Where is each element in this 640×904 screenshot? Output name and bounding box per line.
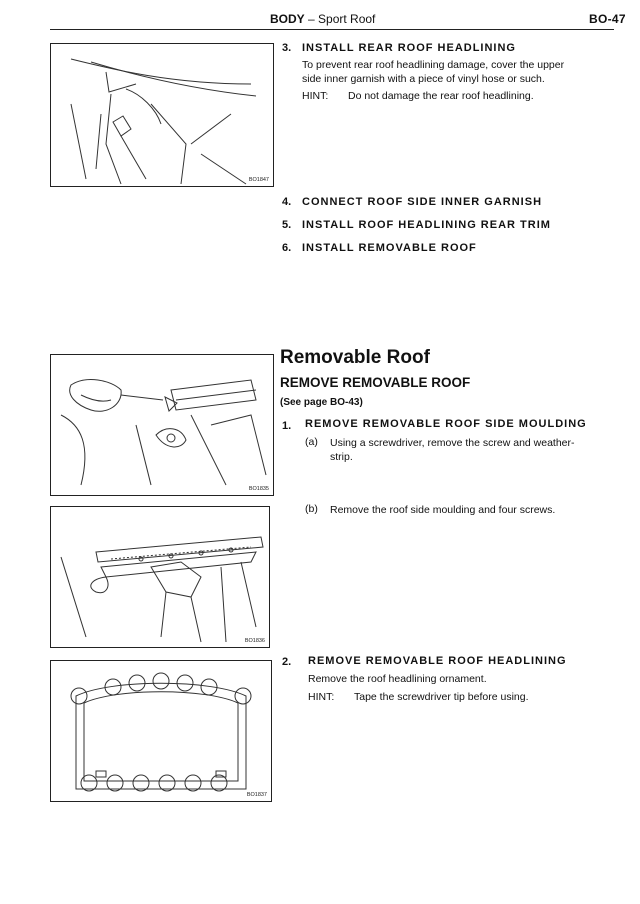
step-number: 1. [282,420,292,432]
substep-text [330,436,615,464]
rear-roof-headlining-illustration-icon [51,44,273,186]
figure-rear-roof-headlining [50,43,274,187]
figure-code: BO1836 [244,638,265,644]
step-title: REMOVE REMOVABLE ROOF HEADLINING [308,655,567,667]
hint [302,89,612,103]
figure-code: BO1847 [248,177,269,183]
text-line: Remove the roof side moulding and four screws. [330,504,556,516]
substep-label: (a) [305,436,318,448]
page-reference: (See page BO-43) [280,397,363,408]
step-title: INSTALL REMOVABLE ROOF [302,242,477,254]
figure-code: BO1837 [246,792,267,798]
figure-roof-side-moulding [50,506,270,648]
step-title: CONNECT ROOF SIDE INNER GARNISH [302,196,543,208]
step-number: 4. [282,196,292,208]
step-number: 6. [282,242,292,254]
step-number: 5. [282,219,292,231]
hint [308,690,608,704]
figure-code: BO1835 [248,486,269,492]
header-subsection: – Sport Roof [304,12,376,26]
substep-text [330,503,615,517]
step-title: INSTALL ROOF HEADLINING REAR TRIM [302,219,551,231]
hint-text: Do not damage the rear roof headlining. [348,90,534,102]
procedure-title: REMOVE REMOVABLE ROOF [280,375,471,390]
figure-roof-headlining-ornament [50,660,272,802]
roof-side-moulding-illustration-icon [51,507,269,647]
hint-label: HINT: [308,691,335,703]
hint-text: Tape the screwdriver tip before using. [354,691,529,703]
figure-screwdriver-weatherstrip [50,354,274,496]
header-rule [50,29,614,30]
step-description [302,58,612,86]
text-line: strip. [330,451,353,463]
step-title: REMOVE REMOVABLE ROOF SIDE MOULDING [305,418,587,430]
header-title [270,12,375,26]
step-title: INSTALL REAR ROOF HEADLINING [302,42,516,54]
step-number: 3. [282,42,292,54]
substep-label: (b) [305,503,318,515]
section-title: Removable Roof [280,347,430,368]
header-section: BODY [270,12,305,26]
roof-headlining-ornament-illustration-icon [51,661,271,801]
step-number: 2. [282,656,292,668]
step-description: Remove the roof headlining ornament. [308,673,487,685]
text-line: side inner garnish with a piece of vinyl hose or such. [302,73,545,85]
screwdriver-weatherstrip-illustration-icon [51,355,273,495]
hint-label: HINT: [302,90,329,102]
text-line: To prevent rear roof headlining damage, cover the upper [302,59,565,71]
page-number: BO-47 [589,12,626,26]
text-line: Using a screwdriver, remove the screw and weather- [330,437,575,449]
